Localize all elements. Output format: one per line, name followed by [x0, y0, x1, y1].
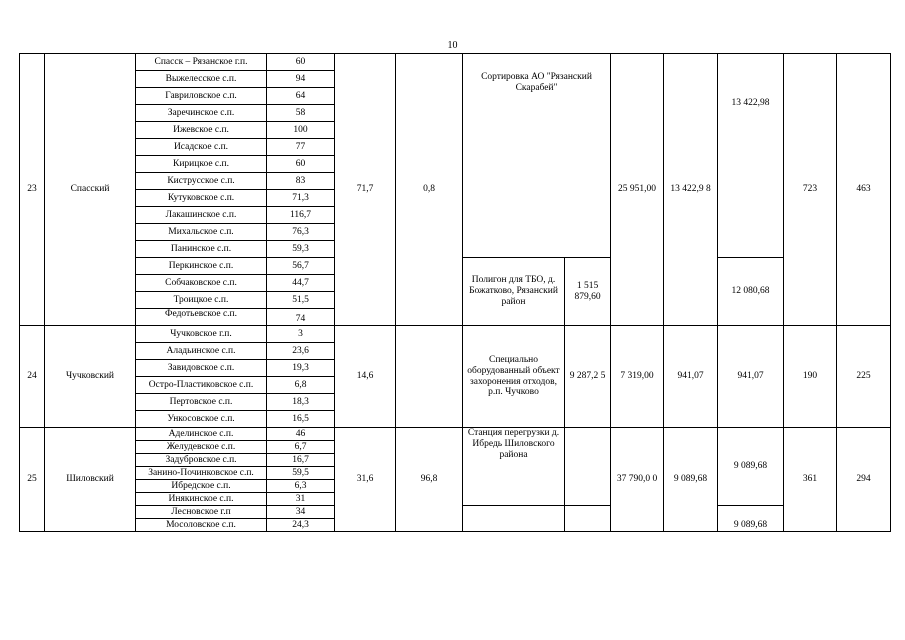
settlement-name: Выжелесское с.п.: [136, 71, 267, 88]
settlement-value: 71,3: [267, 190, 335, 207]
facility-capacity: 1 515 879,60: [565, 258, 611, 326]
settlement-name: Лесновское г.п: [136, 506, 267, 519]
waste-distribution-table: [19, 53, 891, 532]
settlement-name: Ижевское с.п.: [136, 122, 267, 139]
settlement-value: 94: [267, 71, 335, 88]
settlement-value: 116,7: [267, 207, 335, 224]
settlement-value: 59,3: [267, 241, 335, 258]
col11-value: 361: [784, 428, 837, 532]
col8-value: 37 790,0 0: [611, 428, 664, 532]
col12-value: 463: [837, 54, 891, 326]
col10-value: 12 080,68: [718, 258, 784, 326]
col9-value: 13 422,9 8: [664, 54, 718, 326]
settlement-name: Спасск – Рязанское г.п.: [136, 54, 267, 71]
settlement-name: Панинское с.п.: [136, 241, 267, 258]
settlement-value: 100: [267, 122, 335, 139]
facility-capacity: 9 287,2 5: [565, 326, 611, 428]
col5-value: 96,8: [396, 428, 463, 532]
col4-value: 71,7: [335, 54, 396, 326]
settlement-value: 16,5: [267, 411, 335, 428]
table-row: [20, 54, 891, 71]
col12-value: 225: [837, 326, 891, 428]
col10-value: 941,07: [718, 326, 784, 428]
settlement-name: Желудевское с.п.: [136, 441, 267, 454]
settlement-name: Заречинское с.п.: [136, 105, 267, 122]
settlement-name: Михальское с.п.: [136, 224, 267, 241]
col8-value: 7 319,00: [611, 326, 664, 428]
settlement-value: 74: [267, 309, 335, 326]
settlement-name: Собчаковское с.п.: [136, 275, 267, 292]
col10-value: 9 089,68: [718, 428, 784, 506]
settlement-name: Исадское с.п.: [136, 139, 267, 156]
row-number: 24: [20, 326, 45, 428]
settlement-value: 60: [267, 156, 335, 173]
district-name: Шиловский: [45, 428, 136, 532]
col5-value: 0,8: [396, 54, 463, 326]
settlement-name: Чучковское г.п.: [136, 326, 267, 343]
facility-name: Сортировка АО "Рязанский Скарабей": [463, 54, 611, 258]
facility-name: Станция перегрузки д. Ибредь Шиловского района: [463, 428, 565, 506]
col4-value: 31,6: [335, 428, 396, 532]
settlement-name: Ункосовское с.п.: [136, 411, 267, 428]
col10-value: 13 422,98: [718, 54, 784, 258]
settlement-value: 77: [267, 139, 335, 156]
settlement-name: Ибредское с.п.: [136, 480, 267, 493]
settlement-value: 19,3: [267, 360, 335, 377]
settlement-value: 58: [267, 105, 335, 122]
settlement-value: 6,7: [267, 441, 335, 454]
settlement-value: 83: [267, 173, 335, 190]
col9-value: 941,07: [664, 326, 718, 428]
row-number: 23: [20, 54, 45, 326]
settlement-name: Аладьинское с.п.: [136, 343, 267, 360]
settlement-value: 46: [267, 428, 335, 441]
settlement-value: 31: [267, 493, 335, 506]
settlement-value: 16,7: [267, 454, 335, 467]
settlement-value: 34: [267, 506, 335, 519]
col10-value: 9 089,68: [718, 506, 784, 532]
row-number: 25: [20, 428, 45, 532]
settlement-value: 6,3: [267, 480, 335, 493]
settlement-name: Пертовское с.п.: [136, 394, 267, 411]
col4-value: 14,6: [335, 326, 396, 428]
settlement-value: 3: [267, 326, 335, 343]
settlement-value: 64: [267, 88, 335, 105]
settlement-name: Кутуковское с.п.: [136, 190, 267, 207]
settlement-value: 60: [267, 54, 335, 71]
settlement-name: Мосоловское с.п.: [136, 519, 267, 532]
settlement-name: Завидовское с.п.: [136, 360, 267, 377]
district-name: Спасский: [45, 54, 136, 326]
page-number: 10: [447, 40, 458, 51]
col9-value: 9 089,68: [664, 428, 718, 532]
col12-value: 294: [837, 428, 891, 532]
col8-value: 25 951,00: [611, 54, 664, 326]
settlement-name: Гавриловское с.п.: [136, 88, 267, 105]
table-row: [20, 326, 891, 343]
settlement-value: 56,7: [267, 258, 335, 275]
table-row: [20, 428, 891, 441]
settlement-name: Троицкое с.п.: [136, 292, 267, 309]
settlement-value: 76,3: [267, 224, 335, 241]
settlement-name: Федотьевское с.п.: [136, 309, 267, 326]
col11-value: 190: [784, 326, 837, 428]
settlement-name: Задубровское с.п.: [136, 454, 267, 467]
col5-value: [396, 326, 463, 428]
settlement-name: Лакашинское с.п.: [136, 207, 267, 224]
settlement-value: 59,5: [267, 467, 335, 480]
facility-capacity: [565, 428, 611, 506]
settlement-value: 24,3: [267, 519, 335, 532]
settlement-name: Инякинское с.п.: [136, 493, 267, 506]
settlement-name: Перкинское с.п.: [136, 258, 267, 275]
settlement-name: Остро-Пластиковское с.п.: [136, 377, 267, 394]
settlement-name: Занино-Починковское с.п.: [136, 467, 267, 480]
settlement-value: 6,8: [267, 377, 335, 394]
facility-capacity-empty: [565, 506, 611, 532]
facility-name: Полигон для ТБО, д. Божатково, Рязанский район: [463, 258, 565, 326]
settlement-name: Кирицкое с.п.: [136, 156, 267, 173]
settlement-value: 51,5: [267, 292, 335, 309]
col11-value: 723: [784, 54, 837, 326]
settlement-value: 23,6: [267, 343, 335, 360]
settlement-name: Аделинское с.п.: [136, 428, 267, 441]
facility-name-empty: [463, 506, 565, 532]
district-name: Чучковский: [45, 326, 136, 428]
settlement-value: 18,3: [267, 394, 335, 411]
settlement-value: 44,7: [267, 275, 335, 292]
facility-name: Специально оборудованный объект захоронения отходов, р.п. Чучково: [463, 326, 565, 428]
settlement-name: Киструсское с.п.: [136, 173, 267, 190]
